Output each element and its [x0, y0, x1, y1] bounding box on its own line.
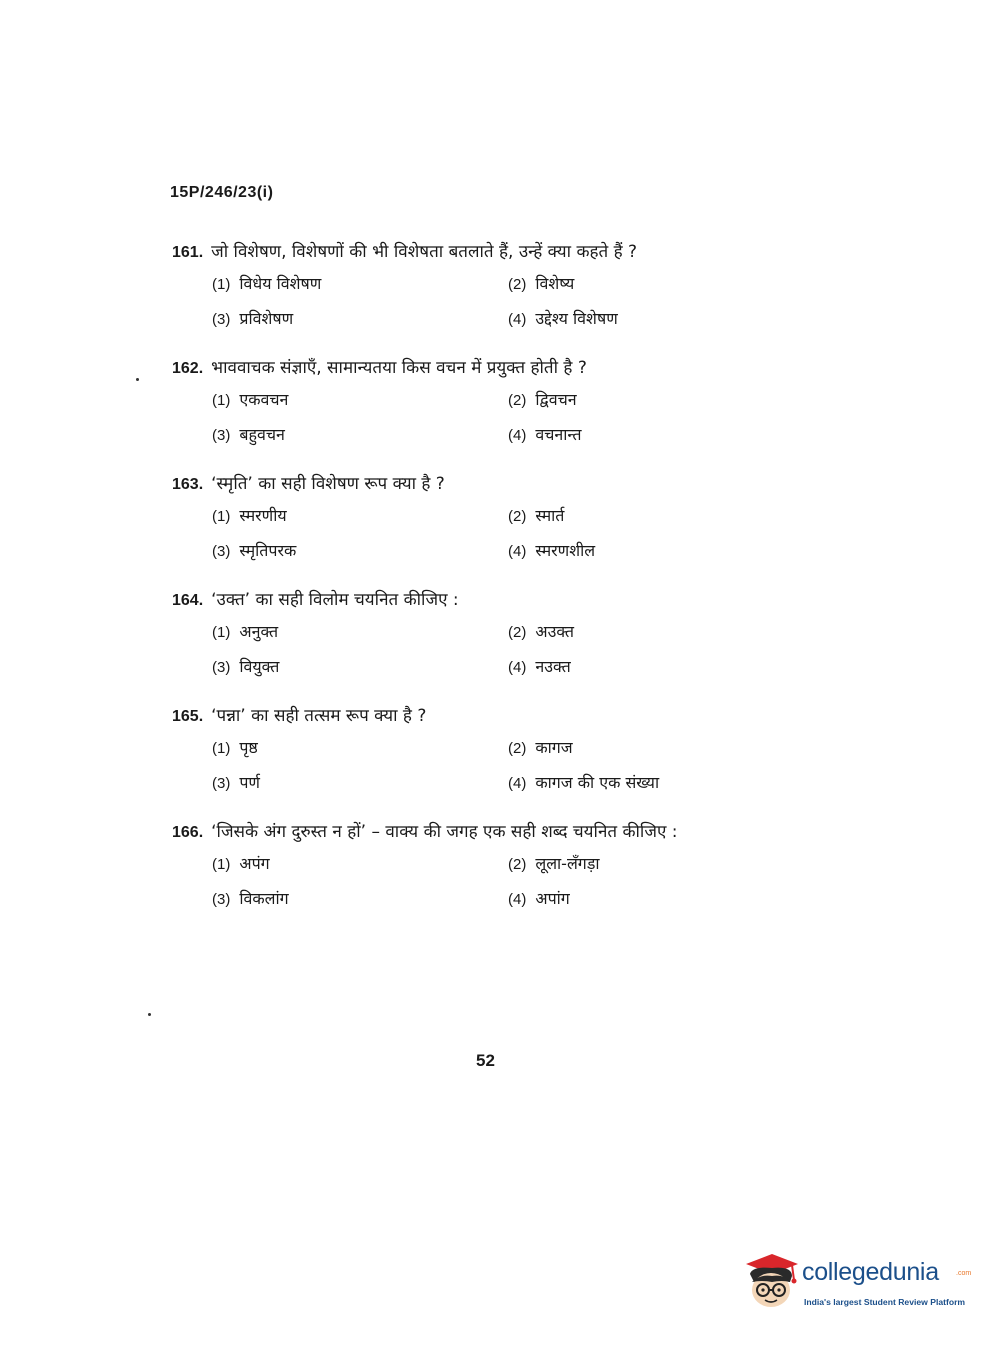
option: [212, 423, 508, 448]
question-text: जो विशेषण, विशेषणों की भी विशेषता बतलाते हैं, उन्हें क्या कहते हैं ?: [211, 242, 638, 262]
option: [508, 771, 808, 796]
option-number: (2): [508, 392, 527, 409]
option-text: वियुक्त: [239, 657, 280, 676]
option-text: पृष्ठ: [239, 738, 258, 757]
option-text: विकलांग: [239, 889, 289, 908]
option-number: (2): [508, 856, 527, 873]
option-text: अउक्त: [535, 622, 575, 641]
option-number: (1): [212, 856, 231, 873]
option-text: अपंग: [239, 854, 270, 873]
option-number: (4): [508, 311, 527, 328]
question-list: [172, 240, 822, 936]
brand-suffix: .com: [956, 1270, 972, 1277]
question-number: 165.: [172, 708, 204, 725]
option-number: (3): [212, 891, 231, 908]
option-number: (3): [212, 427, 231, 444]
option: [212, 655, 508, 680]
option: [508, 272, 808, 297]
option: [212, 887, 508, 912]
option-number: (4): [508, 659, 527, 676]
option-number: (2): [508, 740, 527, 757]
option-text: स्मृतिपरक: [239, 541, 297, 560]
option-number: (3): [212, 775, 231, 792]
question-162: [172, 356, 822, 448]
option-text: अपांग: [535, 889, 570, 908]
question-number: 164.: [172, 592, 204, 609]
option-number: (3): [212, 543, 231, 560]
option: [508, 736, 808, 761]
option: [508, 887, 808, 912]
option-number: (2): [508, 276, 527, 293]
option: [508, 423, 808, 448]
option-text: स्मार्त: [535, 506, 565, 525]
option-text: बहुवचन: [239, 425, 285, 444]
question-text: ‘जिसके अंग दुरुस्त न हों’ – वाक्य की जगह एक सही शब्द चयनित कीजिए :: [211, 822, 678, 842]
scan-speck: [148, 1013, 151, 1016]
question-number: 161.: [172, 244, 204, 261]
option-text: कागज की एक संख्या: [535, 773, 660, 792]
option-text: स्मरणशील: [535, 541, 596, 560]
option-number: (2): [508, 624, 527, 641]
question-text: ‘पन्ना’ का सही तत्सम रूप क्या है ?: [211, 706, 427, 726]
question-number: 162.: [172, 360, 204, 377]
option-text: नउक्त: [535, 657, 571, 676]
option: [508, 852, 808, 877]
option-number: (4): [508, 543, 527, 560]
option-text: एकवचन: [239, 390, 289, 409]
option-number: (3): [212, 311, 231, 328]
option: [212, 388, 508, 413]
option: [212, 539, 508, 564]
option-number: (1): [212, 740, 231, 757]
option-number: (2): [508, 508, 527, 525]
option: [508, 620, 808, 645]
question-number: 166.: [172, 824, 204, 841]
collegedunia-watermark: [742, 1252, 972, 1314]
option: [212, 620, 508, 645]
option-number: (1): [212, 624, 231, 641]
option-text: प्रविशेषण: [239, 309, 294, 328]
question-161: [172, 240, 822, 332]
paper-code: 15P/246/23(i): [170, 184, 274, 201]
question-text: ‘स्मृति’ का सही विशेषण रूप क्या है ?: [211, 474, 445, 494]
question-text: भाववाचक संज्ञाएँ, सामान्यतया किस वचन में प्रयुक्त होती है ?: [211, 358, 587, 378]
option: [212, 272, 508, 297]
option: [508, 655, 808, 680]
option-text: द्विवचन: [535, 390, 577, 409]
option-text: स्मरणीय: [239, 506, 287, 525]
question-number: 163.: [172, 476, 204, 493]
option-text: उद्देश्य विशेषण: [535, 309, 618, 328]
option: [508, 504, 808, 529]
option-number: (4): [508, 427, 527, 444]
brand-tagline: India's largest Student Review Platform: [804, 1297, 966, 1307]
question-166: [172, 820, 822, 912]
option-text: पर्ण: [239, 773, 260, 792]
option-text: वचनान्त: [535, 425, 582, 444]
option-text: लूला-लँगड़ा: [535, 854, 600, 873]
brand-name: collegedunia: [802, 1258, 939, 1286]
option-text: कागज: [535, 738, 573, 757]
option-text: विधेय विशेषण: [239, 274, 322, 293]
option-number: (3): [212, 659, 231, 676]
question-text: ‘उक्त’ का सही विलोम चयनित कीजिए :: [211, 590, 459, 610]
page-number: 52: [476, 1051, 495, 1070]
option: [212, 852, 508, 877]
mascot-icon: [742, 1252, 800, 1314]
question-163: [172, 472, 822, 564]
option-number: (4): [508, 891, 527, 908]
option: [212, 504, 508, 529]
option-text: अनुक्त: [239, 622, 279, 641]
option: [212, 736, 508, 761]
scan-speck: [136, 378, 139, 381]
option-number: (1): [212, 392, 231, 409]
option: [212, 307, 508, 332]
option: [508, 539, 808, 564]
option: [212, 771, 508, 796]
option: [508, 388, 808, 413]
option-number: (4): [508, 775, 527, 792]
option-number: (1): [212, 508, 231, 525]
question-165: [172, 704, 822, 796]
question-164: [172, 588, 822, 680]
option-text: विशेष्य: [535, 274, 575, 293]
option-number: (1): [212, 276, 231, 293]
option: [508, 307, 808, 332]
